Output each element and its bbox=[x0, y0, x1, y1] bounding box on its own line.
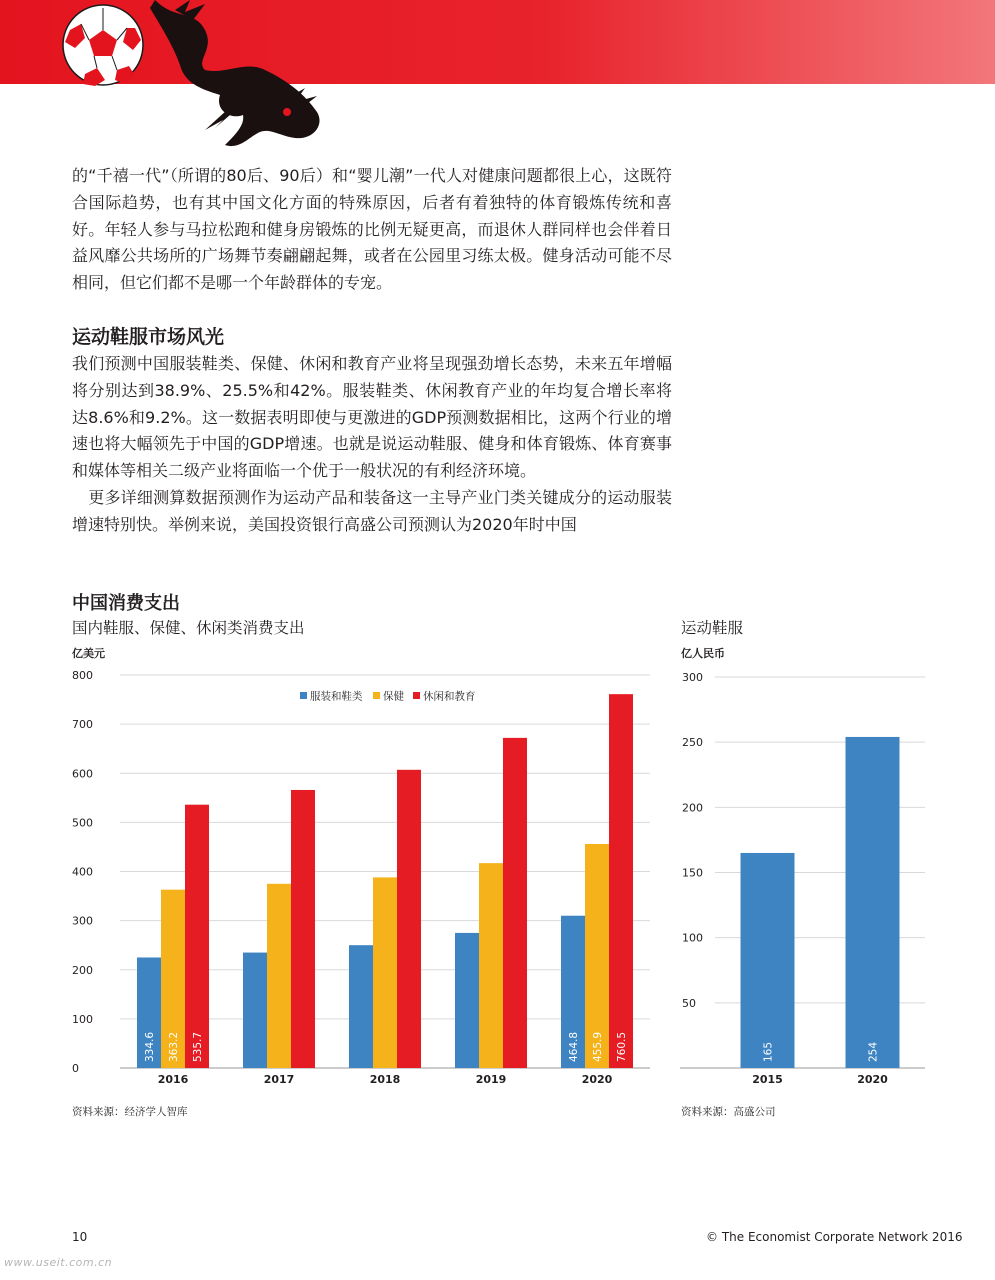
data-label: 334.6 bbox=[144, 1031, 156, 1062]
data-label: 535.7 bbox=[192, 1031, 204, 1062]
data-label: 165 bbox=[762, 1041, 775, 1062]
bar bbox=[503, 738, 527, 1068]
data-label: 455.9 bbox=[592, 1031, 604, 1062]
bar bbox=[741, 853, 795, 1068]
y-tick-label: 100 bbox=[72, 1012, 93, 1026]
bar bbox=[267, 884, 291, 1068]
soccer-ball-dragon-illustration bbox=[55, 0, 345, 160]
y-tick-label: 50 bbox=[682, 996, 696, 1010]
chart-title: 中国消费支出 bbox=[72, 593, 180, 614]
chart-subtitle: 国内鞋服、保健、休闲类消费支出 bbox=[72, 619, 305, 637]
x-tick-label: 2020 bbox=[857, 1073, 888, 1086]
bar bbox=[846, 737, 900, 1068]
x-tick-label: 2018 bbox=[369, 1073, 401, 1086]
y-tick-label: 0 bbox=[72, 1062, 79, 1075]
data-label: 363.2 bbox=[168, 1031, 180, 1062]
dragon-icon bbox=[150, 0, 320, 146]
chart2-source: 资料来源：高盛公司 bbox=[681, 1106, 776, 1118]
page-number: 10 bbox=[72, 1230, 88, 1244]
chart2-title: 运动鞋服 bbox=[681, 619, 744, 637]
chart1-source: 资料来源：经济学人智库 bbox=[72, 1106, 188, 1118]
y-tick-label: 300 bbox=[682, 671, 703, 684]
legend-swatch bbox=[413, 692, 420, 699]
y-tick-label: 200 bbox=[682, 801, 703, 815]
bar bbox=[455, 933, 479, 1068]
y-tick-label: 400 bbox=[72, 865, 93, 879]
data-label: 464.8 bbox=[568, 1031, 580, 1062]
x-tick-label: 2016 bbox=[157, 1073, 189, 1086]
sportswear-bar-chart bbox=[670, 660, 940, 1100]
market-paragraph: 我们预测中国服装鞋类、保健、休闲和教育产业将呈现强劲增长态势，未来五年增幅将分别达到38.9%、25.5%和42%。服装鞋类、休闲教育产业的年均复合增长率将达8.6%和9.2%。这一数据表明即使与更激进的GDP预测数据相比，这两个行业的增速也将大幅领先于中国的GDP增速。也就是说运动鞋服、健身和体育锻炼、体育赛事和媒体等相关二级产业将面临一个优于一般状况的有利经济环境。 bbox=[72, 354, 672, 481]
y-tick-label: 500 bbox=[72, 816, 93, 830]
bar bbox=[243, 953, 267, 1068]
legend-swatch bbox=[300, 692, 307, 699]
chart2-y-axis-unit: 亿人民币 bbox=[681, 647, 725, 660]
y-tick-label: 800 bbox=[72, 669, 93, 682]
bar bbox=[397, 770, 421, 1068]
y-axis-unit: 亿美元 bbox=[72, 647, 105, 660]
x-tick-label: 2020 bbox=[581, 1073, 613, 1086]
legend-label: 休闲和教育 bbox=[423, 690, 476, 703]
x-tick-label: 2015 bbox=[752, 1073, 783, 1086]
bar bbox=[479, 863, 503, 1068]
soccer-ball-icon bbox=[63, 5, 143, 86]
forecast-paragraph: 更多详细测算数据预测作为运动产品和装备这一主导产业门类关键成分的运动服装增速特别快。举例来说，美国投资银行高盛公司预测认为2020年时中国 bbox=[72, 487, 672, 534]
bar bbox=[349, 945, 373, 1068]
consumer-spending-bar-chart bbox=[60, 660, 660, 1100]
legend-label: 保健 bbox=[383, 690, 404, 703]
x-tick-label: 2019 bbox=[475, 1073, 507, 1086]
bar bbox=[185, 805, 209, 1068]
y-tick-label: 250 bbox=[682, 736, 703, 750]
y-tick-label: 150 bbox=[682, 866, 703, 880]
market-paragraphs bbox=[72, 351, 672, 539]
legend-label: 服装和鞋类 bbox=[310, 690, 363, 703]
data-label: 760.5 bbox=[616, 1031, 628, 1062]
y-tick-label: 700 bbox=[72, 718, 93, 732]
y-tick-label: 600 bbox=[72, 767, 93, 781]
bar bbox=[373, 877, 397, 1068]
y-tick-label: 100 bbox=[682, 931, 703, 945]
section-heading: 运动鞋服市场风光 bbox=[72, 326, 225, 348]
legend-swatch bbox=[373, 692, 380, 699]
bar bbox=[291, 790, 315, 1068]
data-label: 254 bbox=[867, 1041, 880, 1062]
y-tick-label: 200 bbox=[72, 963, 93, 977]
y-tick-label: 300 bbox=[72, 914, 93, 928]
x-tick-label: 2017 bbox=[263, 1073, 295, 1086]
watermark-text: www.useit.com.cn bbox=[4, 1256, 113, 1269]
bar bbox=[609, 694, 633, 1068]
copyright: © The Economist Corporate Network 2016 bbox=[706, 1230, 963, 1244]
intro-paragraph: 的“千禧一代”（所谓的80后、90后）和“婴儿潮”一代人对健康问题都很上心，这既符合国际趋势，也有其中国文化方面的特殊原因，后者有着独特的体育锻炼传统和喜好。年轻人参与马拉松跑和健身房锻炼的比例无疑更高，而退休人群同样也会伴着日益风靡公共场所的广场舞节奏翩翩起舞，或者在公园里习练太极。健身活动可能不尽相同，但它们都不是哪一个年龄群体的专宠。 bbox=[72, 166, 672, 293]
